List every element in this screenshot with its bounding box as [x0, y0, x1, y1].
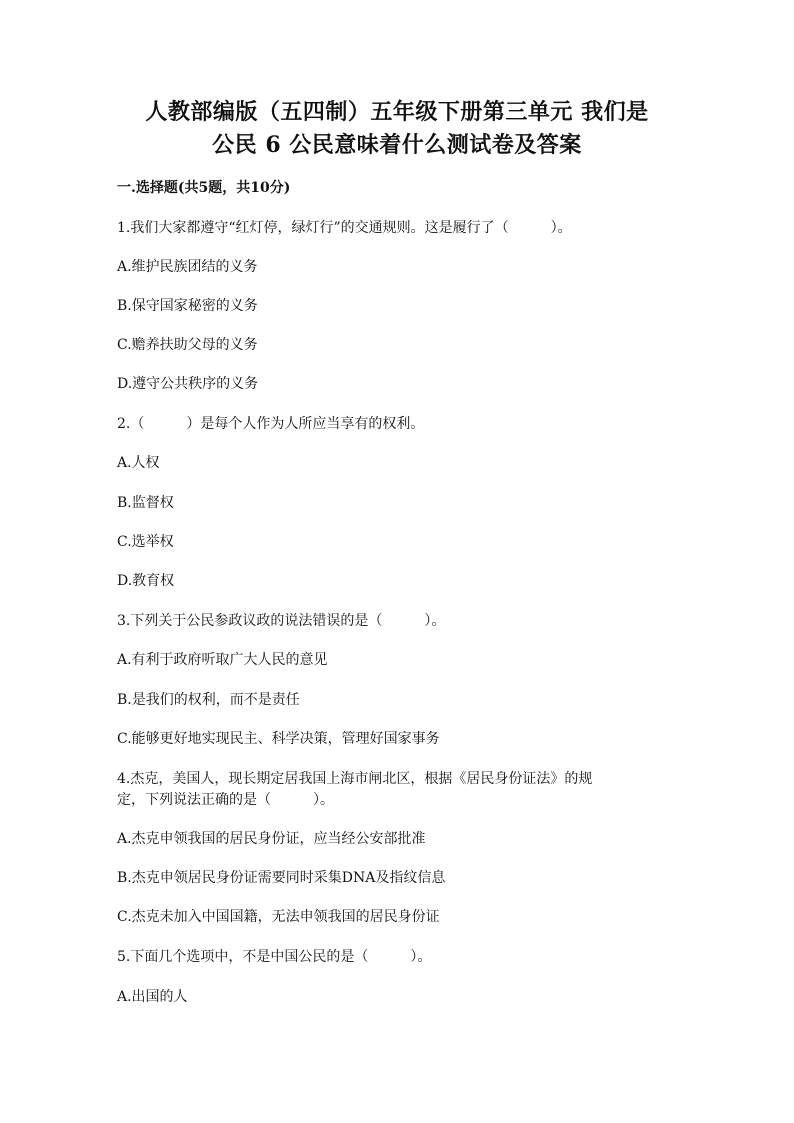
question-1-option-a: A.维护民族团结的义务 — [117, 259, 258, 275]
question-3-option-c: C.能够更好地实现民主、科学决策，管理好国家事务 — [117, 731, 440, 747]
question-5-option-a: A.出国的人 — [117, 989, 188, 1005]
question-4-stem-line-1: 4.杰克，美国人，现长期定居我国上海市闸北区，根据《居民身份证法》的规 — [117, 771, 593, 787]
section-heading: 一.选择题(共5题，共10分) — [117, 180, 291, 196]
question-4-option-b: B.杰克申领居民身份证需要同时采集DNA及指纹信息 — [117, 870, 446, 886]
question-2-option-a: A.人权 — [117, 455, 160, 471]
question-2-option-c: C.选举权 — [117, 534, 174, 550]
question-1-option-d: D.遵守公共秩序的义务 — [117, 376, 259, 392]
question-3-option-a: A.有利于政府听取广大人民的意见 — [117, 652, 328, 668]
question-2-option-b: B.监督权 — [117, 495, 174, 511]
question-4-option-c: C.杰克未加入中国国籍，无法申领我国的居民身份证 — [117, 909, 440, 925]
question-3-stem: 3.下列关于公民参政议政的说法错误的是（ ）。 — [117, 613, 446, 629]
question-4-option-a: A.杰克申领我国的居民身份证，应当经公安部批准 — [117, 831, 426, 847]
document-title-line-1: 人教部编版（五四制）五年级下册第三单元 我们是 — [145, 99, 649, 125]
question-4-stem-line-2: 定，下列说法正确的是（ ）。 — [117, 792, 334, 808]
question-1-option-b: B.保守国家秘密的义务 — [117, 298, 258, 314]
question-5-stem: 5.下面几个选项中，不是中国公民的是（ ）。 — [117, 949, 432, 965]
question-3-option-b: B.是我们的权利，而不是责任 — [117, 692, 300, 708]
document-title-line-2: 公民 6 公民意味着什么测试卷及答案 — [212, 132, 582, 158]
question-1-option-c: C.赡养扶助父母的义务 — [117, 337, 258, 353]
question-1-stem: 1.我们大家都遵守“红灯停，绿灯行”的交通规则。这是履行了（ ）。 — [117, 220, 572, 236]
question-2-option-d: D.教育权 — [117, 573, 175, 589]
question-2-stem: 2.（ ）是每个人作为人所应当享有的权利。 — [117, 416, 425, 432]
